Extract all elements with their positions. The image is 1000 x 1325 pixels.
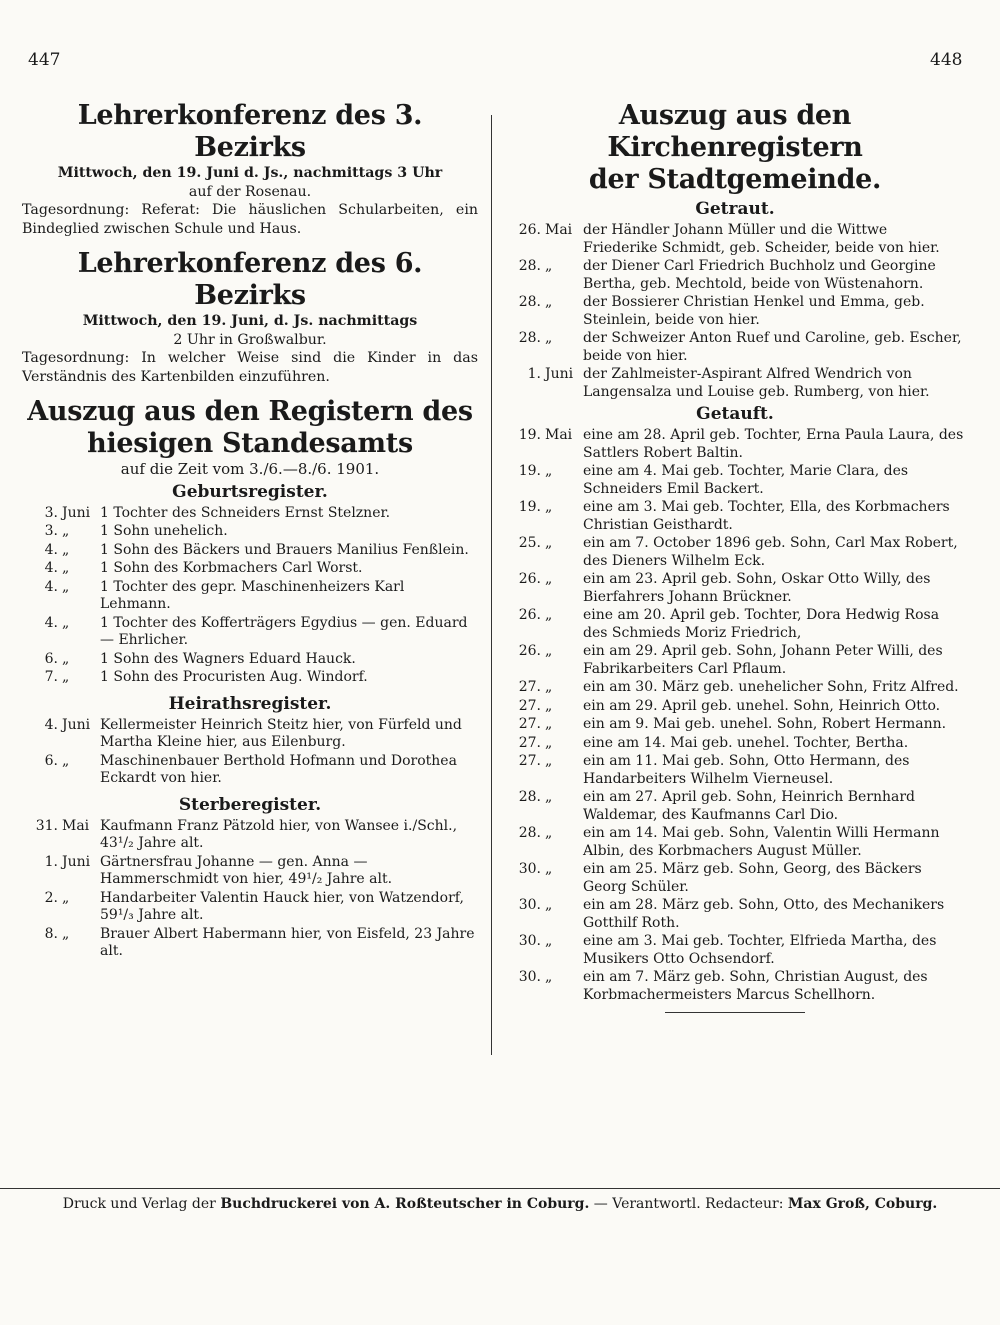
baptized-list — [505, 427, 965, 1004]
births-heading: Geburtsregister. — [172, 481, 328, 502]
conference-3-title: Lehrerkonferenz des 3. Bezirks — [77, 100, 423, 163]
list-item: 4. „ 1 Tochter des gepr. Maschinenheizers Karl Lehmann. — [44, 578, 405, 612]
conference-6-when: Mittwoch, den 19. Juni, d. Js. nachmittags — [82, 313, 418, 329]
married-list — [505, 222, 965, 401]
page-number-left: 447 — [28, 50, 61, 70]
marriages-list — [22, 717, 478, 788]
list-item: 28. „ der Diener Carl Friedrich Buchholz und Georgine Bertha, geb. Mechtold, beide von Wüstenahorn. — [518, 258, 936, 292]
marriages-heading: Heirathsregister. — [168, 693, 332, 714]
list-item: 19. „ eine am 3. Mai geb. Tochter, Ella, des Korbmachers Christian Geisthardt. — [518, 499, 950, 533]
list-item: 1. Juni Gärtnersfrau Johanne — gen. Anna — Hammerschmidt von hier, 49¹/₂ Jahre alt. — [44, 853, 393, 887]
deaths-heading: Sterberegister. — [178, 794, 322, 815]
list-item: 26. „ ein am 23. April geb. Sohn, Oskar Otto Willy, des Bierfahrers Johann Brückner. — [518, 571, 931, 605]
baptized-heading: Getauft. — [696, 404, 774, 424]
imprint-editor: Max Groß, Coburg. — [787, 1196, 938, 1212]
imprint-text-a: Druck und Verlag der — [62, 1196, 216, 1212]
list-item: 28. „ der Schweizer Anton Ruef und Caroline, geb. Escher, beide von hier. — [518, 330, 962, 364]
list-item: 6. „ Maschinenbauer Berthold Hofmann und Dorothea Eckardt von hier. — [44, 752, 457, 786]
list-item: 27. „ ein am 29. April geb. unehel. Sohn, Heinrich Otto. — [518, 697, 941, 714]
list-item: 19. Mai eine am 28. April geb. Tochter, Erna Paula Laura, des Sattlers Robert Baltin. — [518, 427, 964, 461]
list-item: 2. „ Handarbeiter Valentin Hauck hier, von Watzendorf, 59¹/₃ Jahre alt. — [44, 889, 464, 923]
list-item: 28. „ der Bossierer Christian Henkel und Emma, geb. Steinlein, beide von hier. — [518, 294, 925, 328]
list-item: 30. „ eine am 3. Mai geb. Tochter, Elfrieda Martha, des Musikers Otto Ochsendorf. — [518, 933, 937, 967]
list-item: 4. „ 1 Tochter des Kofferträgers Egydius — gen. Eduard — Ehrlicher. — [44, 614, 468, 648]
conference-3-where: auf der Rosenau. — [188, 183, 312, 200]
church-title-line1: Auszug aus den Kirchenregistern — [607, 100, 863, 163]
page-number-right: 448 — [930, 50, 963, 70]
list-item: 26. „ ein am 29. April geb. Sohn, Johann Peter Willi, des Fabrikarbeiters Carl Pflaum. — [518, 643, 943, 677]
imprint-footer — [0, 1196, 1000, 1212]
column-divider — [491, 115, 492, 1055]
right-column — [505, 100, 965, 1023]
list-item: 27. „ eine am 14. Mai geb. unehel. Tochter, Bertha. — [518, 734, 909, 751]
list-item: 27. „ ein am 11. Mai geb. Sohn, Otto Hermann, des Handarbeiters Wilhelm Vierneusel. — [518, 753, 910, 787]
church-title-line2: der Stadtgemeinde. — [588, 164, 882, 195]
deaths-list — [22, 818, 478, 961]
list-item: 1. Juni der Zahlmeister-Aspirant Alfred Wendrich von Langensalza und Louise geb. Rumberg, von hier. — [527, 366, 930, 400]
conference-6-agenda: Tagesordnung: In welcher Weise sind die Kinder in das Verständnis des Kartenbilden einzuführen. — [22, 350, 478, 385]
registry-period: auf die Zeit vom 3./6.—8./6. 1901. — [120, 460, 380, 478]
list-item: 26. Mai der Händler Johann Müller und die Wittwe Friederike Schmidt, geb. Scheider, beide von hier. — [518, 222, 940, 256]
list-item: 27. „ ein am 30. März geb. unehelicher Sohn, Fritz Alfred. — [518, 679, 959, 695]
list-item: 27. „ ein am 9. Mai geb. unehel. Sohn, Robert Hermann. — [518, 716, 947, 732]
registry-title: Auszug aus den Registern des hiesigen Standesamts — [27, 396, 473, 459]
list-item: 31. Mai Kaufmann Franz Pätzold hier, von Wansee i./Schl., 43¹/₂ Jahre alt. — [35, 817, 458, 851]
list-item: 8. „ Brauer Albert Habermann hier, von Eisfeld, 23 Jahre alt. — [44, 925, 475, 959]
list-item: 7. „ 1 Sohn des Procuristen Aug. Windorf. — [44, 669, 368, 685]
left-column — [22, 100, 478, 961]
list-item: 28. „ ein am 14. Mai geb. Sohn, Valentin Willi Hermann Albin, des Korbmachers August Müller. — [518, 825, 940, 859]
conference-3-when: Mittwoch, den 19. Juni d. Js., nachmittags 3 Uhr — [57, 165, 443, 181]
list-item: 3. „ 1 Sohn unehelich. — [44, 523, 228, 539]
conference-3-agenda: Tagesordnung: Referat: Die häuslichen Schularbeiten, ein Bindeglied zwischen Schule und Haus. — [22, 202, 478, 237]
list-item: 30. „ ein am 7. März geb. Sohn, Christian August, des Korbmachermeisters Marcus Schellhorn. — [518, 969, 928, 1003]
imprint-text-c: — Verantwortl. Redacteur: — [593, 1196, 784, 1212]
list-item: 30. „ ein am 25. März geb. Sohn, Georg, des Bäckers Georg Schüler. — [518, 861, 922, 895]
list-item: 6. „ 1 Sohn des Wagners Eduard Hauck. — [44, 650, 356, 667]
imprint-printer: Buchdruckerei von A. Roßteutscher in Coburg. — [220, 1196, 590, 1212]
list-item: 19. „ eine am 4. Mai geb. Tochter, Marie Clara, des Schneiders Emil Backert. — [518, 463, 909, 497]
footer-rule — [0, 1188, 1000, 1189]
section-end-rule — [665, 1012, 805, 1013]
list-item: 25. „ ein am 7. October 1896 geb. Sohn, Carl Max Robert, des Dieners Wilhelm Eck. — [518, 535, 958, 569]
list-item: 3. Juni 1 Tochter des Schneiders Ernst Stelzner. — [44, 504, 391, 521]
births-list — [22, 505, 478, 687]
conference-6-title: Lehrerkonferenz des 6. Bezirks — [77, 248, 423, 311]
conference-6-where: 2 Uhr in Großwalbur. — [173, 331, 327, 348]
list-item: 30. „ ein am 28. März geb. Sohn, Otto, des Mechanikers Gotthilf Roth. — [518, 897, 945, 931]
married-heading: Getraut. — [695, 199, 775, 219]
list-item: 4. „ 1 Sohn des Korbmachers Carl Worst. — [44, 560, 363, 576]
list-item: 4. „ 1 Sohn des Bäckers und Brauers Manilius Fenßlein. — [44, 541, 469, 558]
list-item: 26. „ eine am 20. April geb. Tochter, Dora Hedwig Rosa des Schmieds Moriz Friedrich, — [518, 607, 940, 641]
list-item: 28. „ ein am 27. April geb. Sohn, Heinrich Bernhard Waldemar, des Kaufmanns Carl Dio. — [518, 789, 916, 823]
list-item: 4. Juni Kellermeister Heinrich Steitz hier, von Fürfeld und Martha Kleine hier, aus Eilenburg. — [44, 716, 462, 750]
